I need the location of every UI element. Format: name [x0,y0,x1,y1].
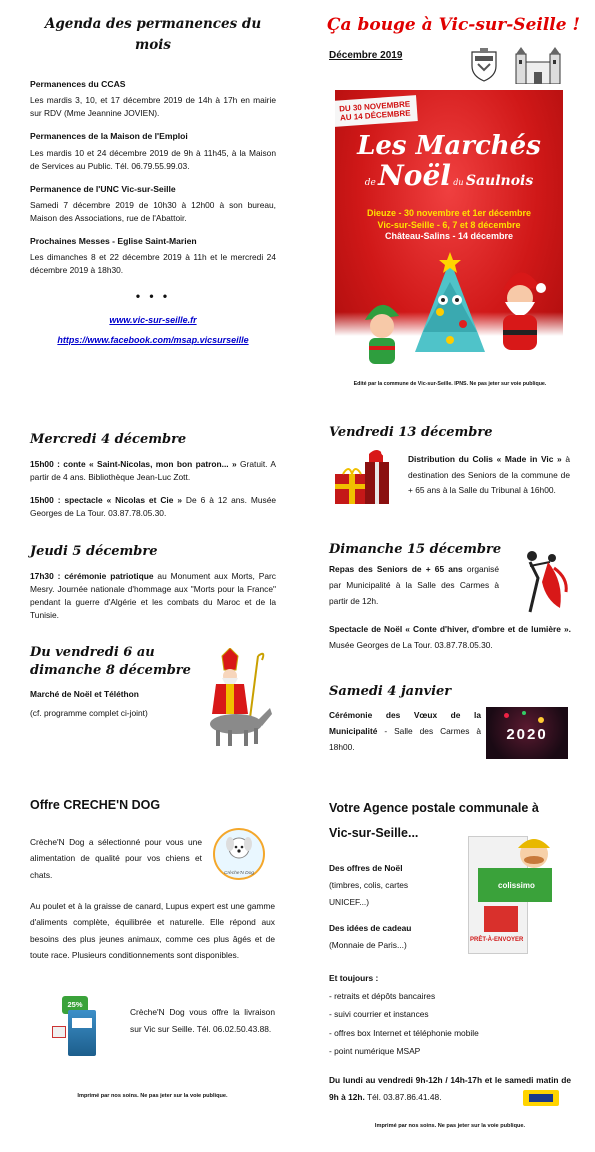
colissimo-package-image [462,828,558,956]
agenda-item-text: Les dimanches 8 et 22 décembre 2019 à 11h et le mercredi 24 décembre 2019 à 18h30. [30,252,276,276]
colissimo-label: colissimo [498,881,535,890]
pack-label: PRÊT-À-ENVOYER [470,937,524,943]
poste-services-list [329,988,569,1062]
poste-offres-bold: Des offres de Noël [329,863,403,873]
agenda-item-text: Les mardis 3, 10, et 17 décembre 2019 de 14h à 17h en mairie sur RDV (Mme Jeannine JOVIEN). [30,95,276,119]
creche-paragraph: Crèche'N Dog a sélectionné pour vous une alimentation de qualité pour vos chiens et chats. [30,837,202,880]
list-item: - point numérique MSAP [329,1046,421,1057]
event-date: Mercredi 4 décembre [30,432,187,447]
poste-idees-bold: Des idées de cadeau [329,923,412,933]
agenda-item [30,183,276,225]
event-line [329,562,499,610]
event-line [30,570,276,622]
event-line-bold: 17h30 : cérémonie patriotique [30,571,154,582]
list-item: - suivi courrier et instances [329,1009,429,1020]
dancers-illustration [510,548,570,614]
facebook-link[interactable]: https://www.facebook.com/msap.vicsurseille [57,334,249,345]
dog-icon [215,830,263,866]
event-line-text: (cf. programme complet ci-joint) [30,707,148,718]
event-line-bold: Cérémonie des Vœux de la Municipalité [329,710,481,736]
creche-logo-text: Crèche'N Dog [224,871,254,877]
month-label: Décembre 2019 [329,50,403,61]
lupus-product-image [52,996,114,1058]
poster-title-du: du [453,177,464,187]
poste-hours-bold: Du lundi au vendredi 9h-12h / 14h-17h et le samedi matin de 9h à 12h. [329,1075,571,1102]
event-line [30,458,276,484]
event-line-bold: Repas des Seniors de + 65 ans [329,564,463,574]
poste-idees [329,920,437,954]
agenda-title: Agenda des permanences du mois [44,16,262,53]
event-line-bold: Marché de Noël et Téléthon [30,688,139,699]
newsletter-title: Ça bouge à Vic-sur-Seille ! [327,15,580,35]
gifts-illustration [329,448,395,508]
event-date: dimanche 8 décembre [30,662,191,678]
poster-title-line2: Noël [378,158,451,192]
event-date: Du vendredi 6 au [30,645,155,661]
poster-date-line: Dieuze - 30 novembre et 1er décembre [366,208,532,218]
event-date: Vendredi 13 décembre [329,425,493,440]
event-line-bold: 15h00 : spectacle « Nicolas et Cie » [30,495,182,506]
poste-title-line1: Votre Agence postale communale à [329,801,539,815]
poster-date-line: Vic-sur-Seille - 6, 7 et 8 décembre [377,219,521,230]
new-year-2020-image [486,707,568,759]
cartoon-character-icon [512,834,556,872]
poster-dates [335,208,563,243]
event-line [30,494,276,520]
event-line-bold: 15h00 : conte « Saint-Nicolas, mon bon patron... » [30,459,237,470]
creche-paragraph: Au poulet et à la graisse de canard, Lupus expert est une gamme d'aliments complète, équilibrée et naturelle. Elle répond aux besoins des plus jeunes animaux, comme ces plus âgés et de toute race. Plusieurs conditionnements sont disponibles. [30,901,275,961]
poste-footer: Imprimé par nos soins. Ne pas jeter sur la voie publique. [374,1123,526,1129]
event-date: Samedi 4 janvier [329,684,452,699]
separator-stars: • • • [135,289,171,304]
event-line-bold: Distribution du Colis « Made in Vic » [408,454,562,464]
creche-n-dog-logo [213,828,265,880]
saint-nicolas-illustration [200,648,276,748]
castle-icon [512,44,564,84]
agenda-block [30,14,276,348]
christmas-tree-illustration [405,252,495,362]
event-line-text: à destination des Seniors de la commune de + 65 ans à la Salle du Tribunal à 16h00. [408,454,570,496]
year-2020-label: 2020 [506,726,548,743]
event-line-text: au Monument aux Morts, Parc Mesry. Journée nationale d'hommage aux "Morts pour la France" pendant la guerre d'Algérie et les combats du Maroc et de la Tunisie. [30,571,276,621]
poste-title-line2: Vic-sur-Seille... [329,826,419,840]
event-line-text: De 6 à 12 ans. Musée Georges de La Tour. 03.87.78.05.30. [30,495,277,519]
agenda-item-heading: Prochaines Messes - Eglise Saint-Marien [30,235,197,246]
agenda-item-heading: Permanence de l'UNC Vic-sur-Seille [30,183,176,194]
event-line-text: Gratuit. A partir de 4 ans. Bibliothèque Jean-Luc Zott. [30,459,276,483]
event-line [408,452,570,499]
poste-offres [329,860,435,912]
santa-illustration [485,260,555,360]
event-line [329,708,481,756]
poster-date-line: Château-Salins - 14 décembre [384,231,514,242]
event-line-text: Musée Georges de La Tour. 03.87.78.05.30. [329,639,493,650]
event-date: Dimanche 15 décembre [329,542,502,557]
creche-paragraph: Crèche'N Dog vous offre la livraison sur Vic sur Seille. Tél. 06.02.50.43.88. [130,1007,275,1035]
la-poste-logo-icon [523,1090,559,1106]
poste-idees-text: (Monnaie de Paris...) [329,940,407,951]
discount-badge: 25% [62,996,88,1014]
poster-title-saulnois: Saulnois [465,172,534,189]
coat-of-arms-icon [470,48,498,82]
poster-title-de: de [364,177,376,188]
poster-ribbon: DU 30 NOVEMBRE AU 14 DÉCEMBRE [335,95,418,127]
list-item: - retraits et dépôts bancaires [329,991,436,1001]
agenda-item [30,235,276,277]
agenda-item-heading: Permanences du CCAS [30,78,126,89]
event-line-text: - Salle des Carmes à 18h00. [329,725,481,752]
poste-hours-text: Tél. 03.87.86.41.48. [364,1091,442,1102]
poster-title-line1: Les Marchés [357,131,541,161]
event-line-text: organisé par Municipalité à la Salle des Carmes à partir de 12h. [329,564,499,606]
agenda-item-heading: Permanences de la Maison de l'Emploi [30,131,188,142]
event-line-bold: Spectacle de Noël « Conte d'hiver, d'ombre et de lumière ». [329,624,571,634]
event-line [329,622,571,654]
poste-offres-text: (timbres, colis, cartes UNICEF...) [329,880,409,908]
agenda-item [30,130,276,172]
website-link[interactable]: www.vic-sur-seille.fr [109,314,197,325]
list-item: - offres box Internet et téléphonie mobile [329,1027,479,1038]
poste-toujours: Et toujours : [329,973,379,983]
creche-title: Offre CRECHE'N DOG [30,798,161,812]
agenda-item-text: Samedi 7 décembre 2019 de 10h30 à 12h00 à son bureau, Maison des Associations, rue de l'Abattoir. [30,199,276,223]
poster-credit: Edité par la commune de Vic-sur-Seille. IPNS. Ne pas jeter sur voie publique. [353,381,547,387]
agenda-item [30,78,276,120]
elf-illustration [355,298,411,368]
event-date: Jeudi 5 décembre [30,544,158,560]
agenda-item-text: Les mardis 10 et 24 décembre 2019 de 9h à 11h45, à la Maison de Services au Public. Tél. 06.79.55.99.03. [30,147,276,171]
creche-footer: Imprimé par nos soins. Ne pas jeter sur la voie publique. [77,1093,228,1099]
